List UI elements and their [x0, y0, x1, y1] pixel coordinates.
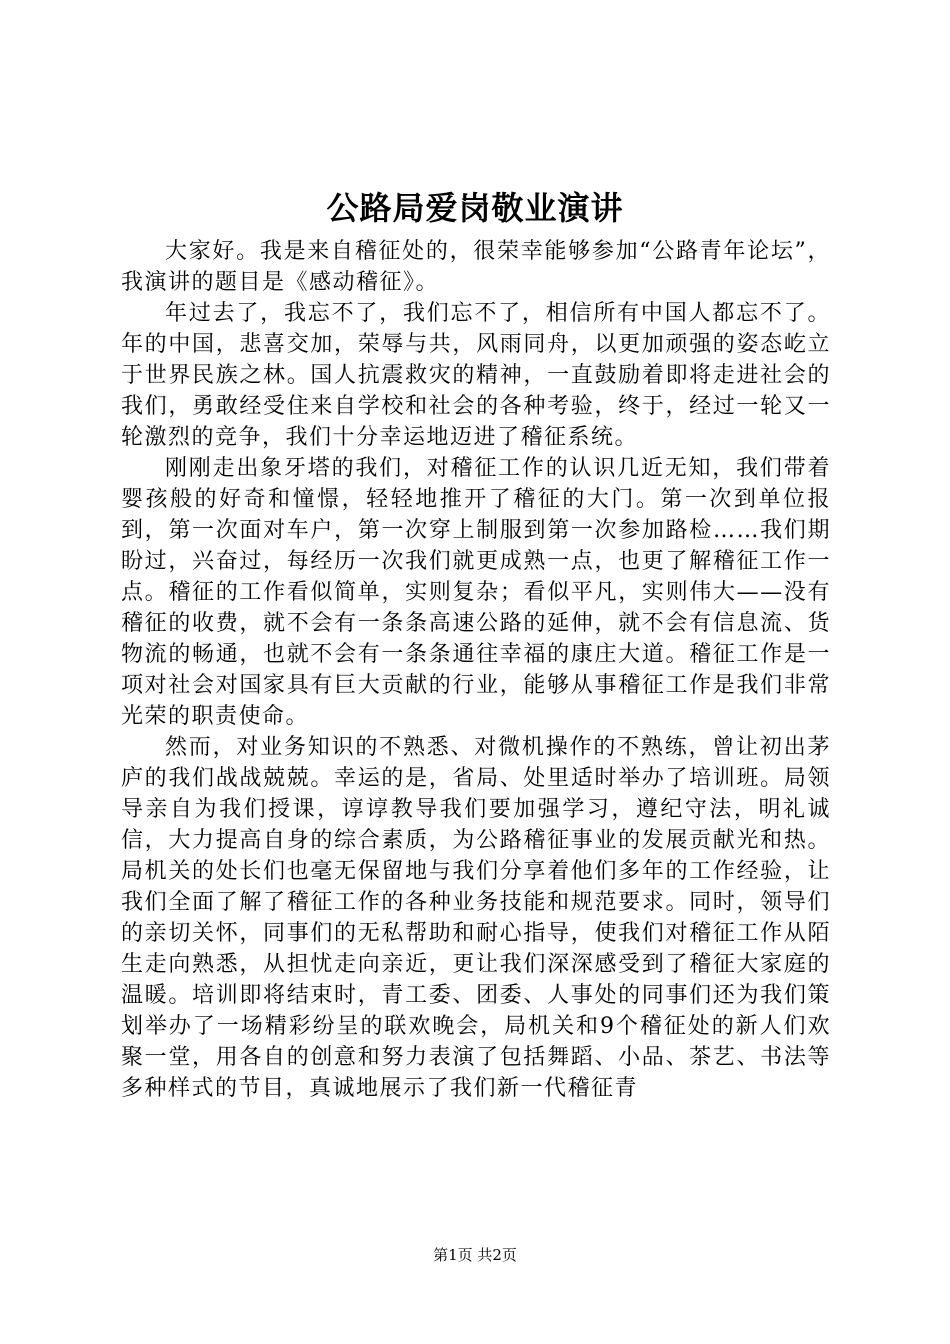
paragraph-2: 年过去了，我忘不了，我们忘不了，相信所有中国人都忘不了。年的中国，悲喜交加，荣辱与共，风雨同舟，以更加顽强的姿态屹立于世界民族之林。国人抗震救灾的精神，一直鼓励着即将走进社会的我们，勇敢经受住来自学校和社会的各种考验，终于，经过一轮又一轮激烈的竞争，我们十分幸运地迈进了稽征系统。	[121, 301, 831, 450]
paragraph-1: 大家好。我是来自稽征处的，很荣幸能够参加“公路青年论坛”，我演讲的题目是《感动稽征》。	[121, 239, 831, 295]
document-title: 公路局爱岗敬业演讲	[326, 189, 624, 227]
paragraph-4: 然而，对业务知识的不熟悉、对微机操作的不熟练，曾让初出茅庐的我们战战兢兢。幸运的是，省局、处里适时举办了培训班。局领导亲自为我们授课，谆谆教导我们要加强学习，遵纪守法，明礼诚信，大力提高自身的综合素质，为公路稽征事业的发展贡献光和热。局机关的处长们也毫无保留地与我们分享着他们多年的工作经验，让我们全面了解了稽征工作的各种业务技能和规范要求。同时，领导们的亲切关怀，同事们的无私帮助和耐心指导，使我们对稽征工作从陌生走向熟悉，从担忧走向亲近，更让我们深深感受到了稽征大家庭的温暖。培训即将结束时，青工委、团委、人事处的同事们还为我们策划举办了一场精彩纷呈的联欢晚会，局机关和9个稽征处的新人们欢聚一堂，用各自的创意和努力表演了包括舞蹈、小品、茶艺、书法等多种样式的节目，真诚地展示了我们新一代稽征青	[121, 735, 831, 1101]
paragraph-3: 刚刚走出象牙塔的我们，对稽征工作的认识几近无知，我们带着婴孩般的好奇和憧憬，轻轻地推开了稽征的大门。第一次到单位报到，第一次面对车户，第一次穿上制服到第一次参加路检……我们期盼过，兴奋过，每经历一次我们就更成熟一点，也更了解稽征工作一点。稽征的工作看似简单，实则复杂；看似平凡，实则伟大——没有稽征的收费，就不会有一条条高速公路的延伸，就不会有信息流、货物流的畅通，也就不会有一条条通往幸福的康庄大道。稽征工作是一项对社会对国家具有巨大贡献的行业，能够从事稽征工作是我们非常光荣的职责使命。	[121, 456, 831, 729]
document-body	[121, 236, 831, 1104]
page-footer: 第1页 共2页	[433, 1246, 517, 1264]
